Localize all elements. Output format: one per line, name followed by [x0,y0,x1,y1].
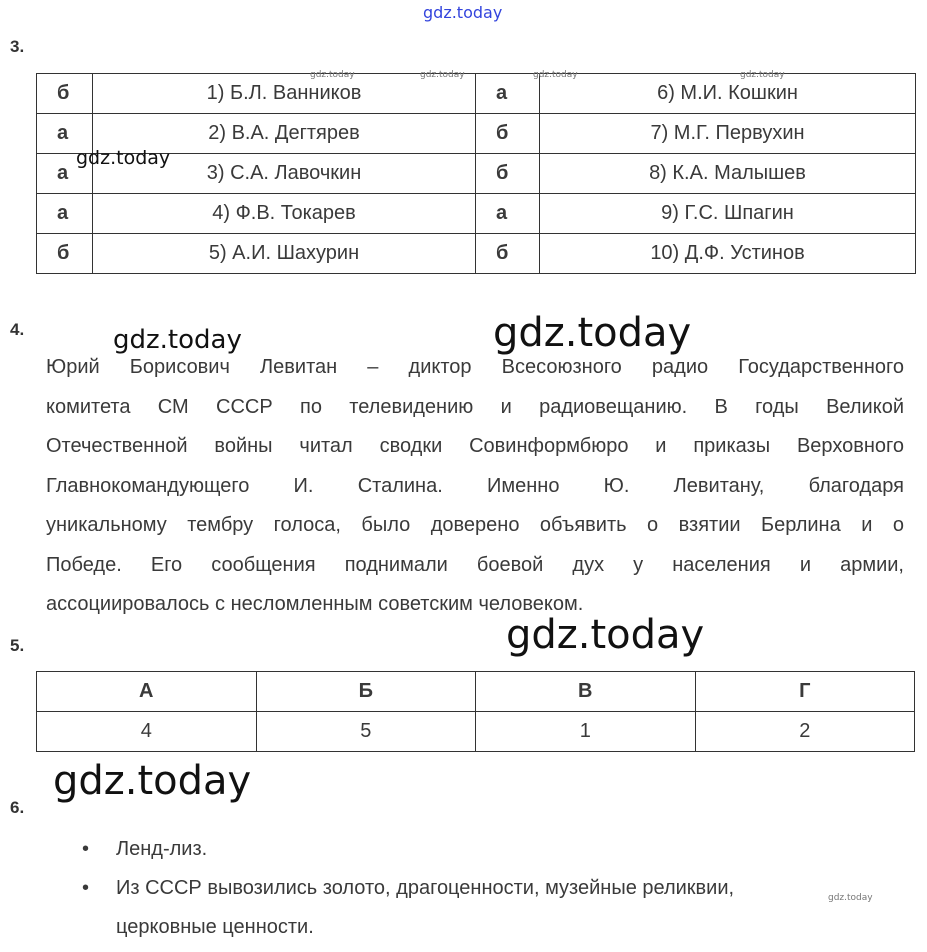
value-cell: 5 [256,712,476,752]
name-cell: 1) Б.Л. Ванников [93,74,476,114]
table-row [37,194,916,234]
value-cell: 2 [695,712,915,752]
watermark: gdz.today [493,310,692,356]
letter-cell: б [476,234,540,274]
letter-cell: б [476,154,540,194]
paragraph-line: комитета СМ СССР по телевидению и радиовещанию. В годы Великой [46,396,904,418]
paragraph-line: Победе. Его сообщения поднимали боевой дух у населения и армии, [46,554,904,576]
watermark: gdz.today [53,758,252,804]
name-cell: 10) Д.Ф. Устинов [540,234,916,274]
task5-table [36,671,915,752]
name-cell: 8) К.А. Малышев [540,154,916,194]
name-cell: 4) Ф.В. Токарев [93,194,476,234]
header-cell: Б [256,672,476,712]
letter-cell: б [476,114,540,154]
table-row [37,712,915,752]
letter-cell: б [37,74,93,114]
bullet-icon: • [82,877,90,899]
watermark-top: gdz.today [423,3,503,22]
watermark-small: gdz.today [828,893,873,903]
name-cell: 7) М.Г. Первухин [540,114,916,154]
list-item-text: Из СССР вывозились золото, драгоценности, музейные реликвии, [116,877,735,899]
value-cell: 4 [37,712,257,752]
paragraph-line: Юрий Борисович Левитан – диктор Всесоюзного радио Государственного [46,356,904,378]
list-item-text: церковные ценности. [116,916,314,938]
header-cell: А [37,672,257,712]
value-cell: 1 [476,712,696,752]
watermark-small: gdz.today [533,70,578,80]
task5-number: 5. [10,636,25,655]
name-cell: 2) В.А. Дегтярев [93,114,476,154]
watermark-small: gdz.today [310,70,355,80]
list-item [80,830,880,869]
letter-cell: б [37,234,93,274]
task6-number: 6. [10,798,25,817]
paragraph-line: уникальному тембру голоса, было доверено объявить о взятии Берлина и о [46,514,904,536]
name-cell: 9) Г.С. Шпагин [540,194,916,234]
task6-list [80,830,880,947]
letter-cell: а [37,154,93,194]
name-cell: 6) М.И. Кошкин [540,74,916,114]
task3-number: 3. [10,37,25,56]
name-cell: 5) А.И. Шахурин [93,234,476,274]
bullet-icon: • [82,838,90,860]
header-cell: В [476,672,696,712]
letter-cell: а [37,114,93,154]
table-header-row [37,672,915,712]
watermark: gdz.today [113,325,242,355]
letter-cell: а [476,74,540,114]
watermark-small: gdz.today [740,70,785,80]
header-cell: Г [695,672,915,712]
paragraph-line: Главнокомандующего И. Сталина. Именно Ю. Левитану, благодаря [46,475,904,497]
list-item-text: Ленд-лиз. [116,838,208,860]
watermark: gdz.today [506,612,705,658]
letter-cell: а [37,194,93,234]
list-item [80,869,880,947]
paragraph-line: ассоциировалось с несломленным советским человеком. [46,593,584,615]
task3-table [36,73,916,274]
watermark: gdz.today [76,147,171,169]
name-cell: 3) С.А. Лавочкин [93,154,476,194]
task4-number: 4. [10,320,25,339]
table-row [37,234,916,274]
paragraph-line: Отечественной войны читал сводки Совинформбюро и приказы Верховного [46,435,904,457]
watermark-small: gdz.today [420,70,465,80]
letter-cell: а [476,194,540,234]
